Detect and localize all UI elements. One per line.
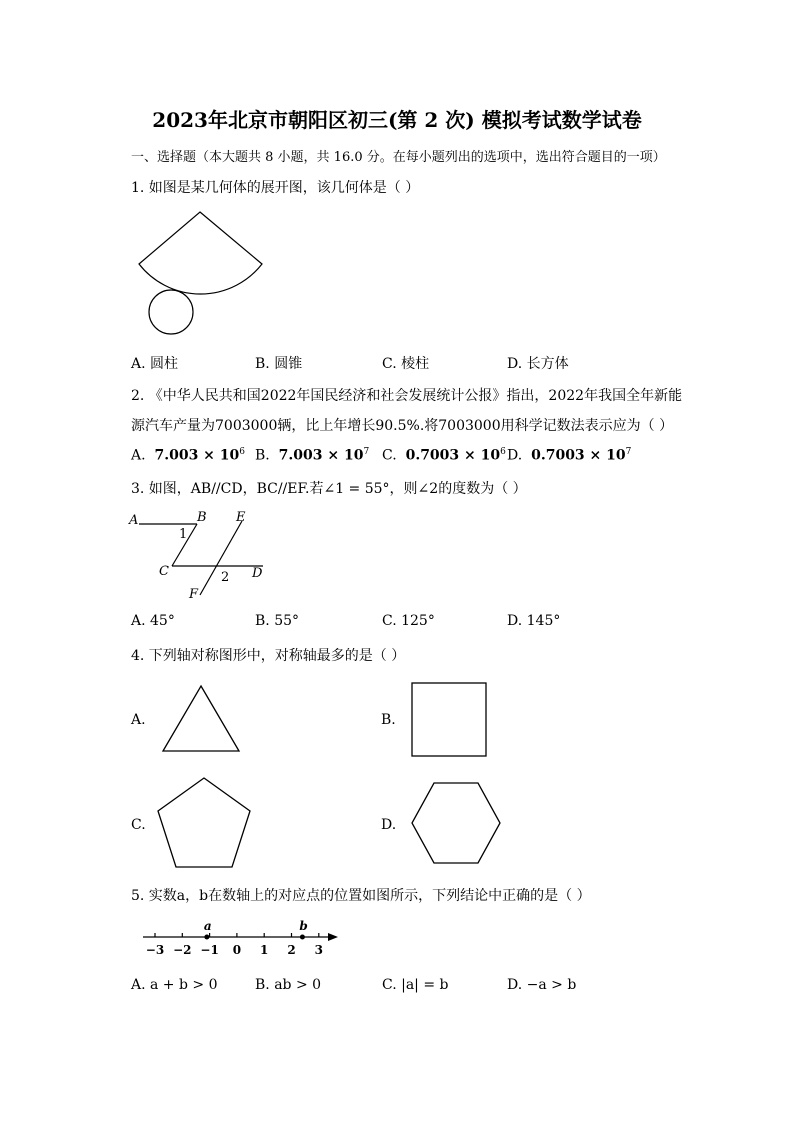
base-circle — [149, 290, 193, 334]
label-a: a — [203, 919, 212, 933]
label-c: C — [159, 564, 169, 579]
pentagon-figure — [152, 773, 256, 873]
q3-parallel-lines-figure — [125, 507, 275, 602]
point-b — [300, 935, 305, 940]
q2-option-c[interactable]: C. $0.7003 \times 10^6$ — [382, 447, 506, 464]
label-a: A — [129, 513, 139, 528]
sector-shape — [139, 212, 262, 294]
axis-tick-label: 2 — [287, 943, 296, 957]
section-heading: 一、选择题（本大题共 8 小题，共 16.0 分。在每小题列出的选项中，选出符合题目的一项） — [131, 150, 666, 165]
axis-tick-label: 3 — [314, 943, 323, 957]
axis-tick-label: −3 — [145, 943, 165, 957]
q4-option-c[interactable]: C. — [131, 817, 146, 833]
label-d: D — [252, 566, 263, 581]
page-title: 2023年北京市朝阳区初三(第 2 次) 模拟考试数学试卷 — [152, 108, 642, 132]
q1-option-d[interactable]: D. 长方体 — [507, 356, 569, 372]
label-f: F — [189, 587, 199, 602]
axis-tick-label: −1 — [200, 943, 219, 957]
q4-stem: 4. 下列轴对称图形中，对称轴最多的是（ ） — [131, 648, 406, 664]
q5-number-line — [140, 918, 340, 960]
q2-stem-line2: 源汽车产量为7003000辆，比上年增长90.5%.将7003000用科学记数法表示应为（ ） — [131, 418, 674, 434]
q1-net-figure — [130, 206, 280, 340]
q4-option-b[interactable]: B. — [381, 712, 396, 728]
q2-option-d[interactable]: D. $0.7003 \times 10^7$ — [507, 447, 632, 464]
label-angle-2: 2 — [221, 570, 230, 585]
axis-arrow — [328, 933, 338, 941]
q1-stem: 1. 如图是某几何体的展开图，该几何体是（ ） — [131, 180, 420, 196]
q1-option-a[interactable]: A. 圆柱 — [131, 356, 179, 372]
q2-option-b[interactable]: B. $7.003 \times 10^7$ — [255, 447, 370, 464]
label-b: b — [299, 919, 308, 933]
square-figure — [408, 680, 490, 760]
q5-option-a[interactable]: A. a + b > 0 — [131, 977, 218, 993]
q3-option-c[interactable]: C. 125° — [382, 613, 435, 629]
q1-option-b[interactable]: B. 圆锥 — [255, 356, 303, 372]
axis-tick-label: 0 — [232, 943, 242, 957]
hexagon-figure — [408, 780, 504, 866]
q3-option-d[interactable]: D. 145° — [507, 613, 561, 629]
point-a — [204, 935, 209, 940]
q3-option-a[interactable]: A. 45° — [131, 613, 175, 629]
q5-stem: 5. 实数a，b在数轴上的对应点的位置如图所示，下列结论中正确的是（ ） — [131, 888, 591, 904]
q4-option-a[interactable]: A. — [131, 712, 146, 728]
axis-tick-label: 1 — [260, 943, 269, 957]
q4-option-d[interactable]: D. — [381, 817, 397, 833]
triangle-figure — [158, 682, 244, 754]
q1-option-c[interactable]: C. 棱柱 — [382, 356, 430, 372]
label-e: E — [236, 510, 246, 525]
label-angle-1: 1 — [179, 527, 188, 542]
q3-option-b[interactable]: B. 55° — [255, 613, 300, 629]
q2-option-a[interactable]: A. $7.003 \times 10^6$ — [131, 447, 246, 464]
q3-stem: 3. 如图，AB//CD，BC//EF.若∠1 = 55°，则∠2的度数为（ ） — [131, 481, 527, 497]
q5-option-d[interactable]: D. −a > b — [507, 977, 577, 993]
q5-option-c[interactable]: C. |a| = b — [382, 977, 449, 993]
label-b: B — [197, 510, 207, 525]
q5-option-b[interactable]: B. ab > 0 — [255, 977, 322, 993]
axis-tick-label: −2 — [173, 943, 192, 957]
q2-stem-line1: 2. 《中华人民共和国2022年国民经济和社会发展统计公报》指出，2022年我国全年新能 — [131, 388, 683, 404]
